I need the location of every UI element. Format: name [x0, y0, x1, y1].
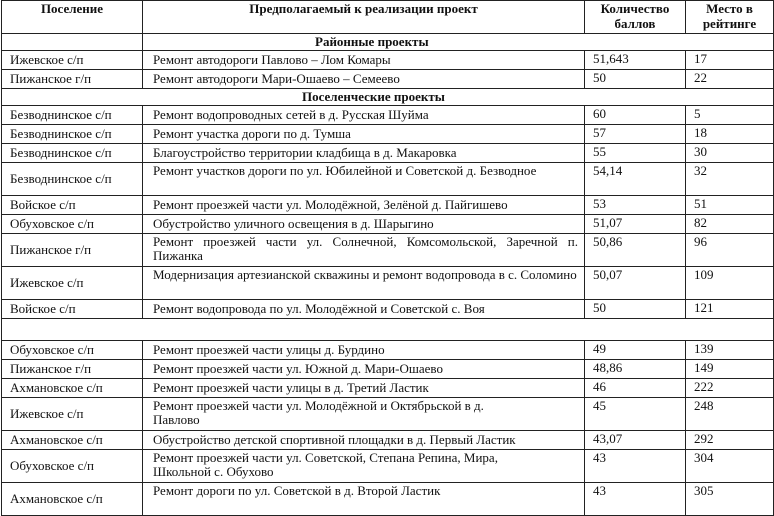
- score-cell: 51,07: [585, 215, 686, 234]
- settlement-cell: Пижанское г/п: [2, 234, 143, 267]
- project-cell: Ремонт проезжей части ул. Солнечной, Комсомольской, Заречной п. Пижанка: [143, 234, 585, 267]
- settlement-cell: Войское с/п: [2, 300, 143, 319]
- table-row: [2, 125, 774, 144]
- score-cell: 43: [585, 483, 686, 516]
- settlement-cell: Безводнинское с/п: [2, 163, 143, 196]
- project-cell: Модернизация артезианской скважины и ремонт водопровода в с. Соломино: [143, 267, 585, 300]
- table-row: [2, 106, 774, 125]
- project-cell: Ремонт проезжей части улицы в д. Третий Ластик: [143, 379, 585, 398]
- project-cell: Обустройство уличного освещения в д. Шарыгино: [143, 215, 585, 234]
- score-cell: 50: [585, 300, 686, 319]
- table-row: [2, 300, 774, 319]
- table-row: [2, 163, 774, 196]
- score-cell: 60: [585, 106, 686, 125]
- score-cell: 50: [585, 70, 686, 89]
- project-cell: Благоустройство территории кладбища в д. Макаровка: [143, 144, 585, 163]
- table-row: [2, 215, 774, 234]
- rank-cell: 304: [686, 450, 774, 483]
- table-row: [2, 144, 774, 163]
- settlement-cell: Обуховское с/п: [2, 215, 143, 234]
- settlement-cell: Ижевское с/п: [2, 51, 143, 70]
- empty-cell: [2, 319, 774, 341]
- separator-row: [2, 319, 774, 341]
- table-row: [2, 267, 774, 300]
- rank-cell: 82: [686, 215, 774, 234]
- header-settlement: Поселение: [2, 1, 143, 34]
- score-cell: 53: [585, 196, 686, 215]
- table-row: [2, 360, 774, 379]
- rank-cell: 18: [686, 125, 774, 144]
- project-cell: Ремонт автодороги Павлово – Лом Комары: [143, 51, 585, 70]
- score-cell: 54,14: [585, 163, 686, 196]
- rank-cell: 96: [686, 234, 774, 267]
- table-row: [2, 51, 774, 70]
- section-row-district: [2, 34, 774, 51]
- header-project: Предполагаемый к реализации проект: [143, 1, 585, 34]
- rank-cell: 248: [686, 398, 774, 431]
- settlement-cell: Войское с/п: [2, 196, 143, 215]
- table-row: [2, 431, 774, 450]
- settlement-cell: Безводнинское с/п: [2, 125, 143, 144]
- section-row-settlement: [2, 89, 774, 106]
- table-row: [2, 196, 774, 215]
- settlement-cell: Безводнинское с/п: [2, 106, 143, 125]
- rank-cell: 22: [686, 70, 774, 89]
- rank-cell: 32: [686, 163, 774, 196]
- score-cell: 49: [585, 341, 686, 360]
- project-cell: Обустройство детской спортивной площадки в д. Первый Ластик: [143, 431, 585, 450]
- header-row: [2, 1, 774, 34]
- project-cell: Ремонт водопроводных сетей в д. Русская Шуйма: [143, 106, 585, 125]
- project-cell: Ремонт проезжей части ул. Молодёжной и Октябрьской в д. Павлово: [143, 398, 585, 431]
- settlement-cell: Безводнинское с/п: [2, 144, 143, 163]
- rank-cell: 30: [686, 144, 774, 163]
- score-cell: 43: [585, 450, 686, 483]
- score-cell: 48,86: [585, 360, 686, 379]
- table-row: [2, 483, 774, 516]
- header-score: Количество баллов: [585, 1, 686, 34]
- rank-cell: 121: [686, 300, 774, 319]
- project-cell: Ремонт проезжей части ул. Молодёжной, Зелёной д. Пайгишево: [143, 196, 585, 215]
- rank-cell: 305: [686, 483, 774, 516]
- settlement-cell: Ахмановское с/п: [2, 379, 143, 398]
- rank-cell: 109: [686, 267, 774, 300]
- rank-cell: 5: [686, 106, 774, 125]
- score-cell: 50,86: [585, 234, 686, 267]
- table-row: [2, 70, 774, 89]
- header-rank: Место в рейтинге: [686, 1, 774, 34]
- table-row: [2, 379, 774, 398]
- project-cell: Ремонт участков дороги по ул. Юбилейной и Советской д. Безводное: [143, 163, 585, 196]
- table-row: [2, 341, 774, 360]
- project-cell: Ремонт автодороги Мари-Ошаево – Семеево: [143, 70, 585, 89]
- section-title-district: Районные проекты: [143, 34, 774, 51]
- score-cell: 45: [585, 398, 686, 431]
- rank-cell: 17: [686, 51, 774, 70]
- settlement-cell: Ахмановское с/п: [2, 431, 143, 450]
- rank-cell: 149: [686, 360, 774, 379]
- rank-cell: 139: [686, 341, 774, 360]
- settlement-cell: Обуховское с/п: [2, 450, 143, 483]
- settlement-cell: Ижевское с/п: [2, 398, 143, 431]
- project-cell: Ремонт проезжей части ул. Советской, Степана Репина, Мира, Школьной с. Обухово: [143, 450, 585, 483]
- table-row: [2, 234, 774, 267]
- score-cell: 50,07: [585, 267, 686, 300]
- project-cell: Ремонт проезжей части ул. Южной д. Мари-Ошаево: [143, 360, 585, 379]
- project-cell: Ремонт проезжей части улицы д. Бурдино: [143, 341, 585, 360]
- score-cell: 46: [585, 379, 686, 398]
- rank-cell: 292: [686, 431, 774, 450]
- project-cell: Ремонт водопровода по ул. Молодёжной и Советской с. Воя: [143, 300, 585, 319]
- settlement-cell: Ахмановское с/п: [2, 483, 143, 516]
- score-cell: 57: [585, 125, 686, 144]
- rating-table: [1, 0, 774, 516]
- settlement-cell: Пижанское г/п: [2, 70, 143, 89]
- settlement-cell: Пижанское г/п: [2, 360, 143, 379]
- rank-cell: 51: [686, 196, 774, 215]
- project-cell: Ремонт дороги по ул. Советской в д. Второй Ластик: [143, 483, 585, 516]
- table-row: [2, 450, 774, 483]
- section-title-settlement: Поселенческие проекты: [2, 89, 774, 106]
- score-cell: 43,07: [585, 431, 686, 450]
- table-row: [2, 398, 774, 431]
- empty-cell: [2, 34, 143, 51]
- rank-cell: 222: [686, 379, 774, 398]
- settlement-cell: Ижевское с/п: [2, 267, 143, 300]
- project-cell: Ремонт участка дороги по д. Тумша: [143, 125, 585, 144]
- settlement-cell: Обуховское с/п: [2, 341, 143, 360]
- score-cell: 51,643: [585, 51, 686, 70]
- score-cell: 55: [585, 144, 686, 163]
